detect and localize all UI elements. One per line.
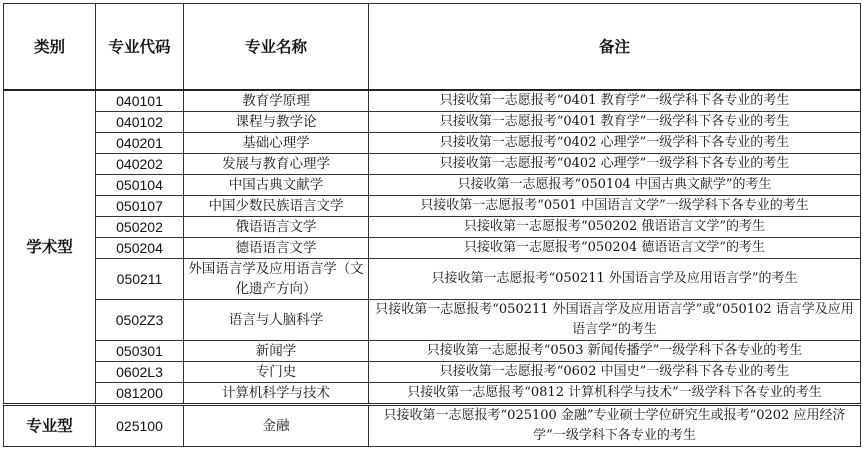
remark-cell: 只接收第一志愿报考“0401 教育学”一级学科下各专业的考生 [369,112,861,133]
major-code-cell: 0602L3 [96,362,184,383]
table-row [4,196,861,217]
major-code-cell: 025100 [96,405,184,447]
remark-cell: 只接收第一志愿报考“050211 外国语言学及应用语言学”的考生 [369,259,861,300]
major-code-cell: 081200 [96,383,184,405]
major-code-cell: 050301 [96,341,184,362]
remark-cell: 只接收第一志愿报考“025100 金融”专业硕士学位研究生或报考“0202 应用经济学”一级学科下各专业的考生 [369,405,861,447]
table-row [4,383,861,405]
table-row [4,238,861,259]
remark-cell: 只接收第一志愿报考“0401 教育学”一级学科下各专业的考生 [369,90,861,112]
header-remark: 备注 [369,4,861,91]
remark-cell: 只接收第一志愿报考“0501 中国语言文学”一级学科下各专业的考生 [369,196,861,217]
table-row [4,175,861,196]
table-row [4,362,861,383]
table-row [4,341,861,362]
remark-cell: 只接收第一志愿报考“050104 中国古典文献学”的考生 [369,175,861,196]
major-name-cell: 发展与教育心理学 [184,154,369,175]
major-code-cell: 050211 [96,259,184,300]
remark-cell: 只接收第一志愿报考“050202 俄语语言文学”的考生 [369,217,861,238]
category-cell: 学术型 [4,90,96,405]
table-row [4,217,861,238]
table-header-row [4,4,861,91]
remark-cell: 只接收第一志愿报考“050204 德语语言文学”的考生 [369,238,861,259]
table-row [4,90,861,112]
major-name-cell: 金融 [184,405,369,447]
major-code-cell: 050107 [96,196,184,217]
table-row [4,154,861,175]
major-name-cell: 教育学原理 [184,90,369,112]
header-major-name: 专业名称 [184,4,369,91]
major-name-cell: 中国少数民族语言文学 [184,196,369,217]
major-code-cell: 040101 [96,90,184,112]
adjustment-table [3,3,861,447]
remark-cell: 只接收第一志愿报考“0812 计算机科学与技术”一级学科下各专业的考生 [369,383,861,405]
major-code-cell: 040202 [96,154,184,175]
major-code-cell: 040102 [96,112,184,133]
major-name-cell: 外国语言学及应用语言学（文化遗产方向） [184,259,369,300]
remark-cell: 只接收第一志愿报考“0602 中国史”一级学科下各专业的考生 [369,362,861,383]
table-row [4,300,861,341]
major-name-cell: 俄语语言文学 [184,217,369,238]
major-code-cell: 050204 [96,238,184,259]
table-row [4,133,861,154]
major-name-cell: 中国古典文献学 [184,175,369,196]
major-code-cell: 050202 [96,217,184,238]
remark-cell: 只接收第一志愿报考“0402 心理学”一级学科下各专业的考生 [369,133,861,154]
major-name-cell: 基础心理学 [184,133,369,154]
major-name-cell: 德语语言文学 [184,238,369,259]
major-code-cell: 050104 [96,175,184,196]
major-name-cell: 计算机科学与技术 [184,383,369,405]
remark-cell: 只接收第一志愿报考“0503 新闻传播学”一级学科下各专业的考生 [369,341,861,362]
major-name-cell: 新闻学 [184,341,369,362]
header-category: 类别 [4,4,96,91]
major-code-cell: 0502Z3 [96,300,184,341]
major-name-cell: 语言与人脑科学 [184,300,369,341]
major-code-cell: 040201 [96,133,184,154]
category-cell: 专业型 [4,405,96,447]
table-row [4,405,861,447]
major-name-cell: 专门史 [184,362,369,383]
major-name-cell: 课程与教学论 [184,112,369,133]
remark-cell: 只接收第一志愿报考“050211 外国语言学及应用语言学”或“050102 语言学及应用语言学”的考生 [369,300,861,341]
header-major-code: 专业代码 [96,4,184,91]
remark-cell: 只接收第一志愿报考“0402 心理学”一级学科下各专业的考生 [369,154,861,175]
table-row [4,259,861,300]
table-row [4,112,861,133]
